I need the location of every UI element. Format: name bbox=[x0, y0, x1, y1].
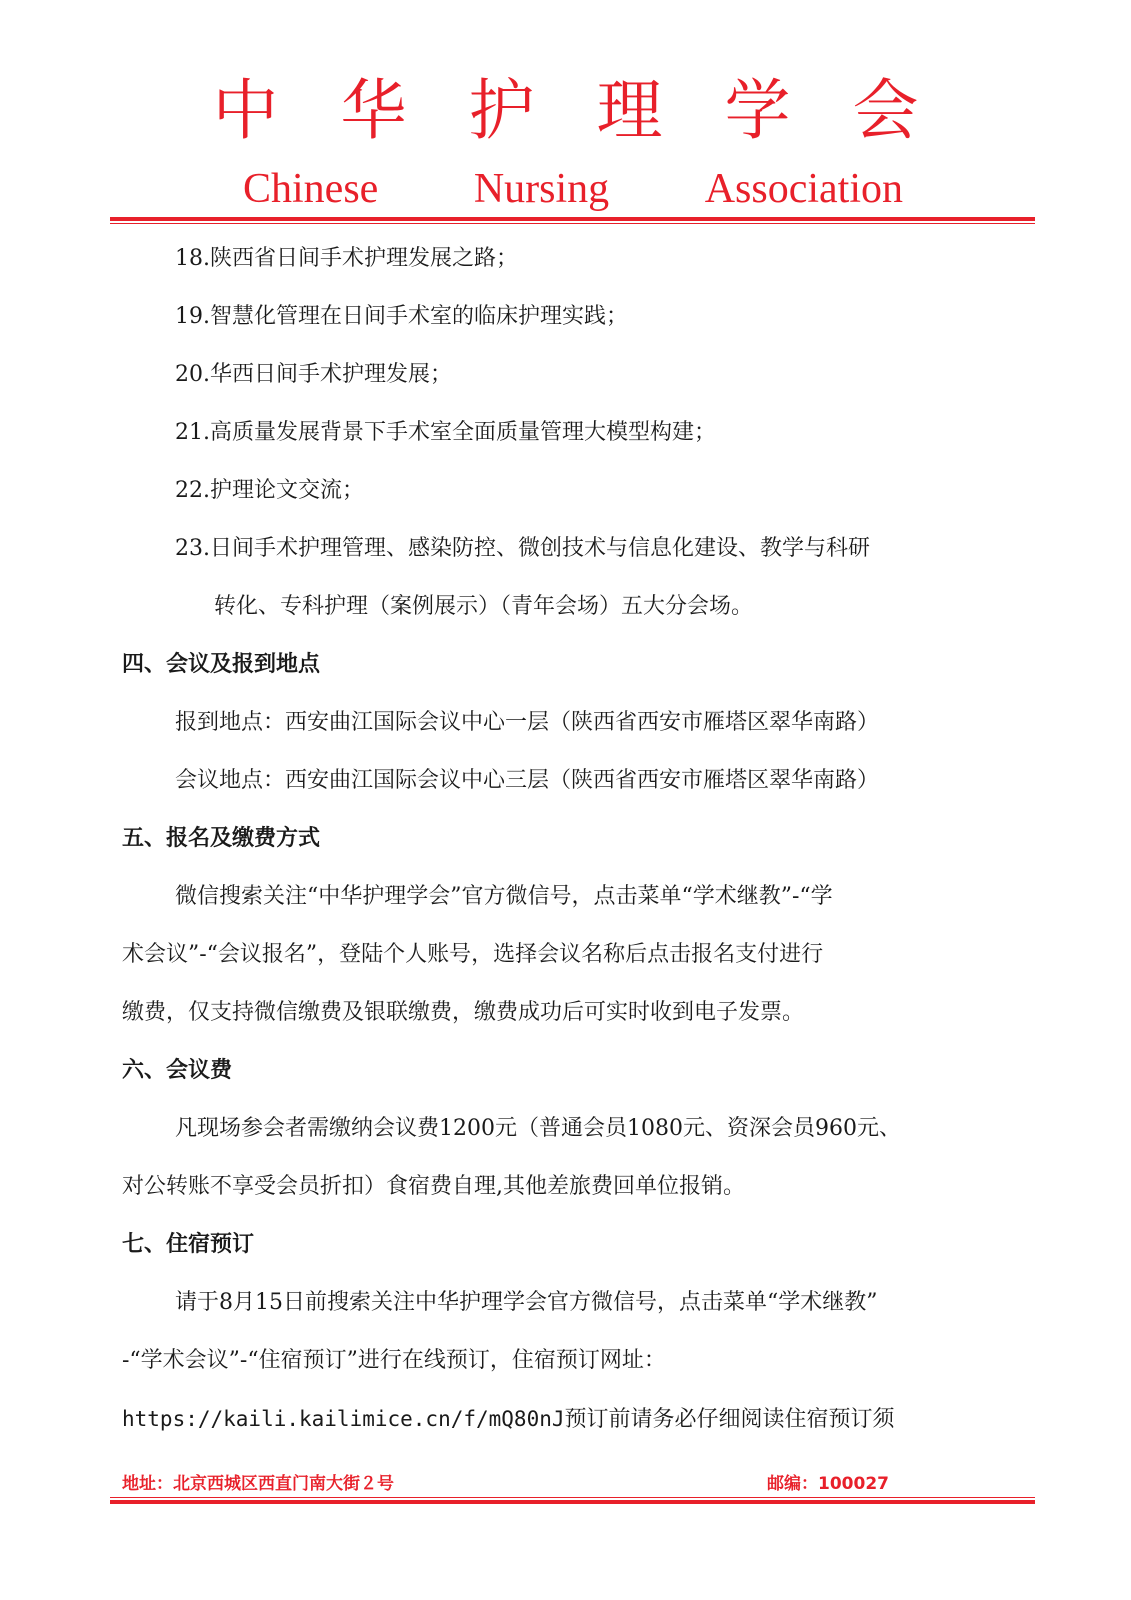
fee-text: 凡现场参会者需缴纳会议费1200元（普通会员1080元、资深会员960元、 bbox=[175, 1116, 901, 1141]
accommodation-url-line bbox=[122, 1390, 1027, 1448]
org-title-en bbox=[243, 168, 903, 210]
accommodation-note: 预订前请务必仔细阅读住宿预订须 bbox=[564, 1407, 895, 1432]
registration-text: 术会议”-“会议报名”，登陆个人账号，选择会议名称后点击报名支付进行 bbox=[122, 942, 824, 967]
accommodation-url[interactable]: https://kaili.kailimice.cn/f/mQ80nJ bbox=[122, 1407, 565, 1431]
accommodation-text: 请于8月15日前搜索关注中华护理学会官方微信号，点击菜单“学术继教” bbox=[175, 1290, 878, 1315]
meeting-location: 会议地点：西安曲江国际会议中心三层（陕西省西安市雁塔区翠华南路） bbox=[175, 768, 880, 793]
section-heading-venue: 四、会议及报到地点 bbox=[122, 652, 321, 677]
checkin-location: 报到地点：西安曲江国际会议中心一层（陕西省西安市雁塔区翠华南路） bbox=[175, 710, 880, 735]
agenda-item: 18.陕西省日间手术护理发展之路； bbox=[175, 246, 518, 271]
org-title-en-word: Association bbox=[704, 166, 903, 212]
footer-address: 地址：北京西城区西直门南大街２号 bbox=[122, 1474, 394, 1494]
agenda-item: 22.护理论文交流； bbox=[175, 478, 364, 503]
section-heading-accommodation: 七、住宿预订 bbox=[122, 1232, 255, 1257]
agenda-item: 19.智慧化管理在日间手术室的临床护理实践； bbox=[175, 304, 628, 329]
section-heading-fee: 六、会议费 bbox=[122, 1058, 233, 1083]
header-rule-thick bbox=[110, 217, 1035, 221]
footer-rule-thin bbox=[110, 1497, 1035, 1498]
fee-text: 对公转账不享受会员折扣）食宿费自理,其他差旅费回单位报销。 bbox=[122, 1174, 745, 1199]
document-body bbox=[122, 230, 1027, 1448]
org-title-cn: 中华护理学会 bbox=[212, 72, 981, 149]
footer-postal-code: 邮编：100027 bbox=[767, 1474, 889, 1494]
footer bbox=[122, 1469, 942, 1494]
footer-rule-thick bbox=[110, 1500, 1035, 1504]
org-title-en-word: Chinese bbox=[243, 166, 379, 212]
registration-text: 微信搜索关注“中华护理学会”官方微信号，点击菜单“学术继教”-“学 bbox=[175, 884, 833, 909]
agenda-item-continuation: 转化、专科护理（案例展示）（青年会场）五大分会场。 bbox=[214, 594, 754, 619]
agenda-item: 21.高质量发展背景下手术室全面质量管理大模型构建； bbox=[175, 420, 716, 445]
org-title-en-word: Nursing bbox=[473, 166, 610, 212]
agenda-item: 23.日间手术护理管理、感染防控、微创技术与信息化建设、教学与科研 bbox=[175, 536, 870, 561]
registration-text: 缴费，仅支持微信缴费及银联缴费，缴费成功后可实时收到电子发票。 bbox=[122, 1000, 805, 1025]
header-rule-thin bbox=[110, 223, 1035, 224]
accommodation-text: -“学术会议”-“住宿预订”进行在线预订，住宿预订网址： bbox=[122, 1348, 666, 1373]
agenda-item: 20.华西日间手术护理发展； bbox=[175, 362, 452, 387]
section-heading-registration: 五、报名及缴费方式 bbox=[122, 826, 321, 851]
